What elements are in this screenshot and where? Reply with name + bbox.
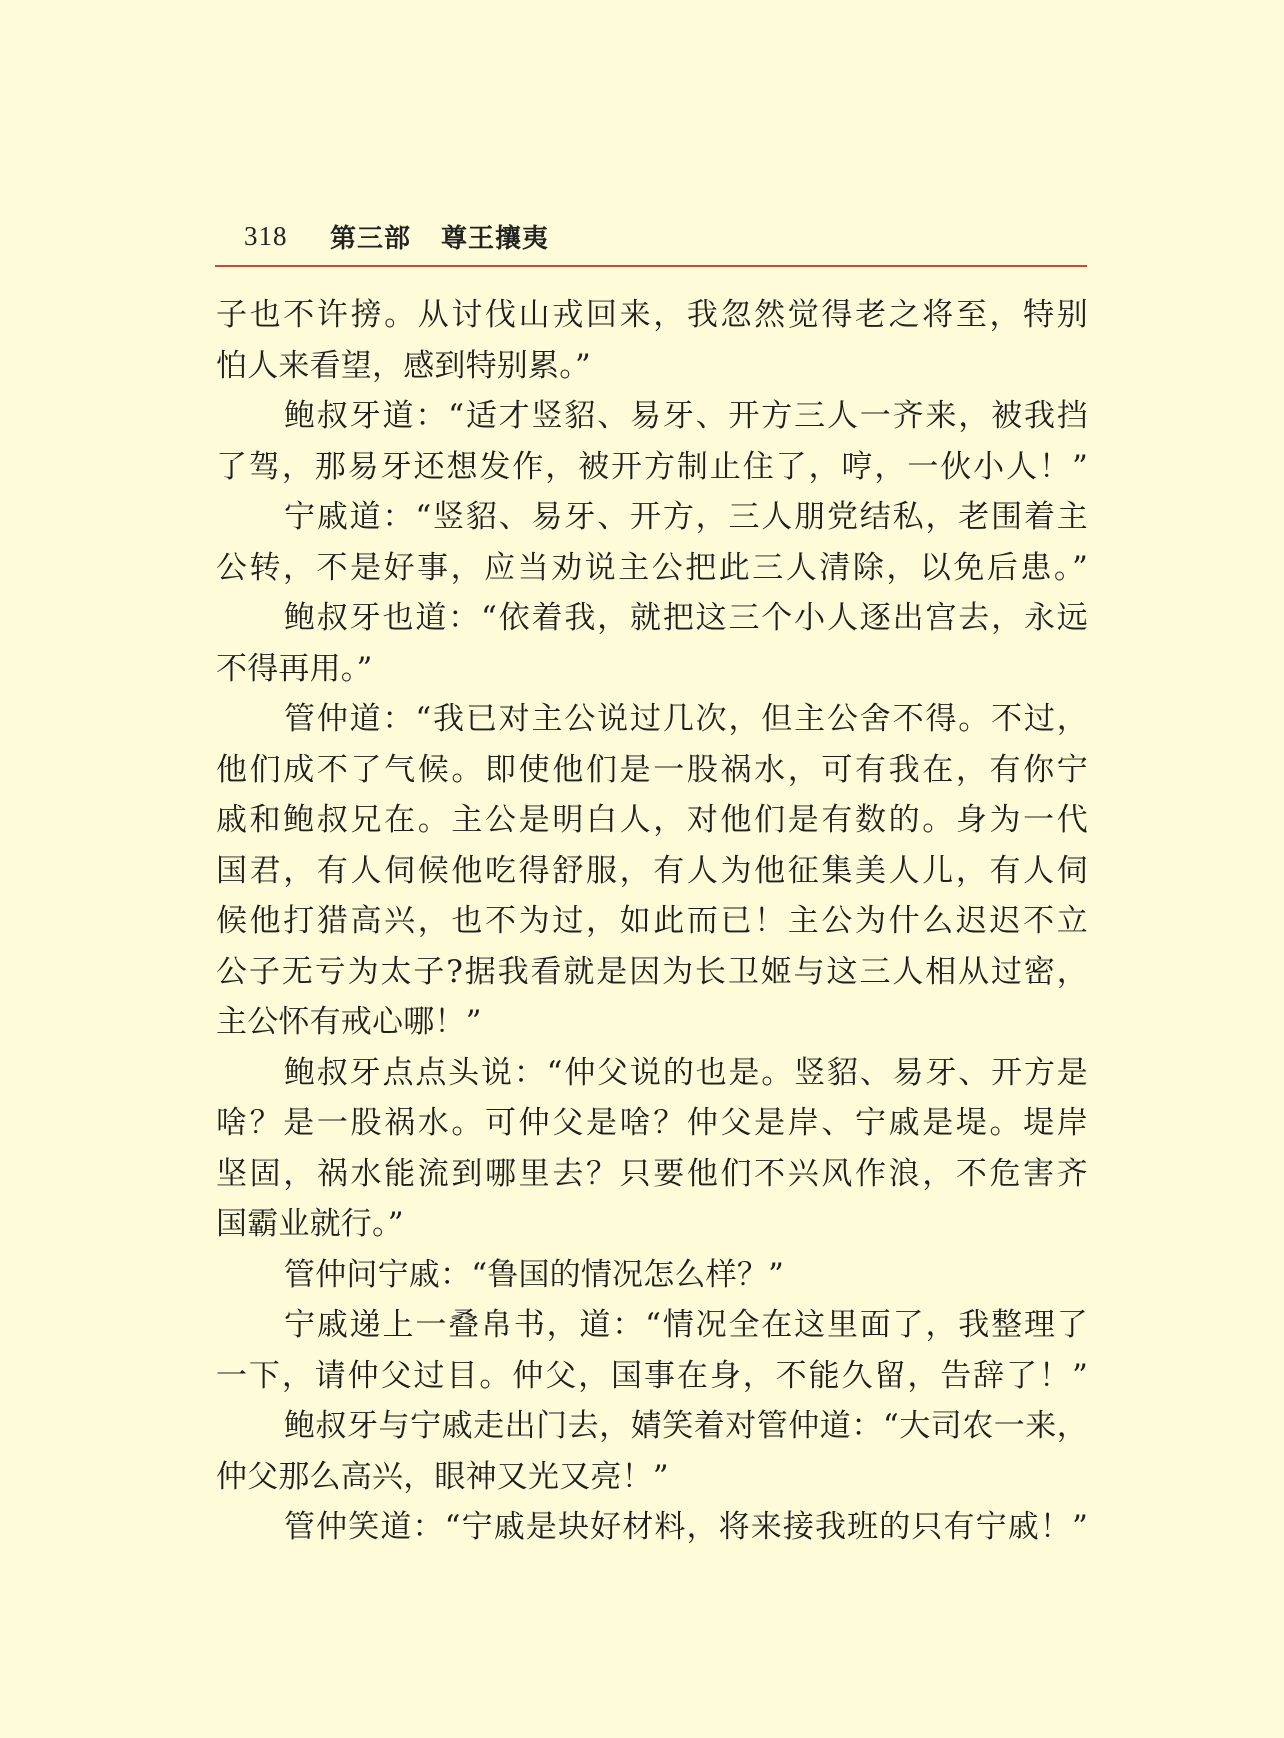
text-line: 鲍叔牙与宁戚走出门去，婧笑着对管仲道：“大司农一来，: [284, 1408, 1088, 1444]
text-line: 国霸业就行。”: [216, 1206, 404, 1242]
running-header: [244, 216, 549, 256]
text-line: 主公怀有戒心哪！”: [216, 1004, 482, 1040]
page-number: 318: [244, 220, 288, 251]
text-line: 仲父那么高兴，眼神又光又亮！”: [216, 1458, 669, 1495]
text-line: 一下，请仲父过目。仲父，国事在身，不能久留，告辞了！”: [216, 1357, 1088, 1394]
text-line: 坚固，祸水能流到哪里去？只要他们不兴风作浪，不危害齐: [216, 1155, 1088, 1192]
text-line: 他们成不了气候。即使他们是一股祸水，可有我在，有你宁: [216, 751, 1088, 788]
text-line: 鲍叔牙点点头说：“仲父说的也是。竖貂、易牙、开方是: [284, 1054, 1088, 1091]
text-line: 鲍叔牙道：“适才竖貂、易牙、开方三人一齐来，被我挡: [284, 398, 1088, 434]
text-line: 候他打猎高兴，也不为过，如此而已！主公为什么迟迟不立: [216, 903, 1088, 939]
text-line: 管仲问宁戚：“鲁国的情况怎么样？”: [284, 1256, 785, 1293]
text-line: 管仲道：“我已对主公说过几次，但主公舍不得。不过，: [284, 701, 1088, 737]
text-line: 不得再用。”: [216, 650, 373, 687]
chapter-title: 尊王攘夷: [441, 223, 550, 254]
text-line: 宁戚递上一叠帛书，道：“情况全在这里面了，我整理了: [284, 1307, 1088, 1343]
text-line: 戚和鲍叔兄在。主公是明白人，对他们是有数的。身为一代: [216, 802, 1088, 838]
text-line: 鲍叔牙也道：“依着我，就把这三个小人逐出宫去，永远: [284, 600, 1088, 636]
text-line: 公子无亏为太子?据我看就是因为长卫姬与这三人相从过密，: [216, 953, 1088, 990]
text-line: 管仲笑道：“宁戚是块好材料，将来接我班的只有宁戚！”: [284, 1509, 1088, 1545]
text-line: 怕人来看望，感到特别累。”: [216, 347, 591, 384]
text-line: 啥？是一股祸水。可仲父是啥？仲父是岸、宁戚是堤。堤岸: [216, 1105, 1088, 1141]
text-line: 公转，不是好事，应当劝说主公把此三人清除，以免后患。”: [216, 549, 1088, 586]
header-rule: [215, 265, 1087, 267]
text-line: 了驾，那易牙还想发作，被开方制止住了，哼，一伙小人！”: [216, 448, 1088, 485]
part-title: 第三部: [330, 223, 412, 254]
text-line: 国君，有人伺候他吃得舒服，有人为他征集美人儿，有人伺: [216, 852, 1088, 889]
body-text: [216, 290, 1088, 1553]
text-line: 子也不许搒。从讨伐山戎回来，我忽然觉得老之将至，特别: [216, 297, 1088, 333]
text-line: 宁戚道：“竖貂、易牙、开方，三人朋党结私，老围着主: [284, 499, 1088, 535]
